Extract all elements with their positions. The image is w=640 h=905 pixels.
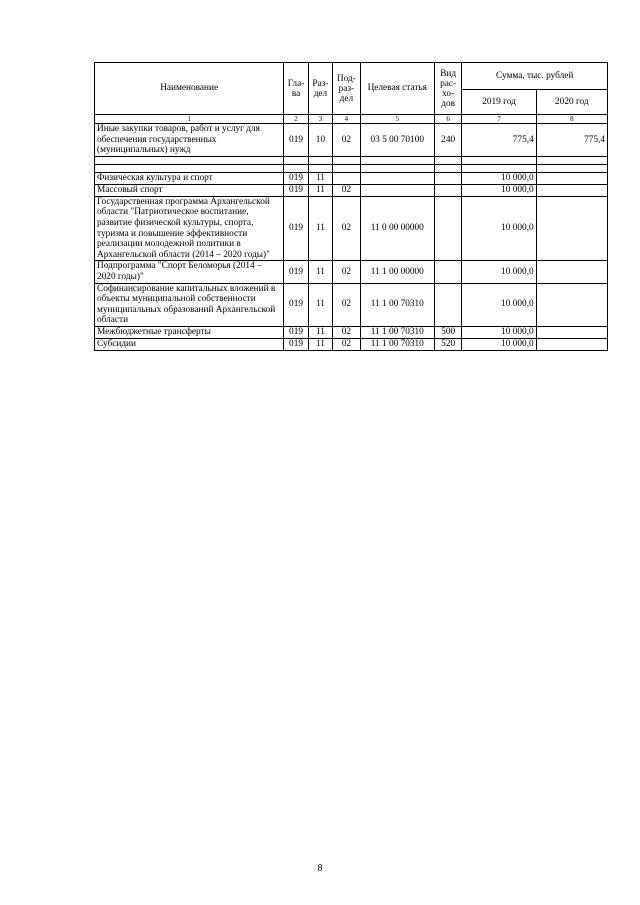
- table-row: [95, 172, 608, 184]
- row-vid: 520: [434, 338, 461, 350]
- budget-table: [94, 62, 608, 351]
- row-name: Подпрограмма "Спорт Беломорья (2014 – 2020 годы)": [95, 261, 284, 283]
- row-2019: 10 000,0: [462, 283, 536, 326]
- row-razdel: 11: [308, 184, 332, 196]
- index-cell: 4: [333, 115, 360, 124]
- row-vid: [434, 172, 461, 184]
- row-vid: [434, 261, 461, 283]
- row-podrazdel: 02: [333, 283, 360, 326]
- page-number: 8: [317, 863, 323, 874]
- row-2019: 10 000,0: [462, 338, 536, 350]
- row-razdel: 11: [308, 283, 332, 326]
- table-row: [95, 196, 608, 261]
- row-razdel: 11: [308, 326, 332, 338]
- row-vid: [434, 184, 461, 196]
- table-row: [95, 261, 608, 283]
- row-2020: [536, 172, 607, 184]
- row-name: Софинансирование капитальных вложений в объекты муниципальной собственности муниципальных образований Архангельской области: [95, 283, 284, 326]
- table-row: [95, 283, 608, 326]
- row-2020: [536, 261, 607, 283]
- row-2020: [536, 184, 607, 196]
- row-podrazdel: [333, 172, 360, 184]
- row-glava: 019: [284, 184, 308, 196]
- header-target: Целевая статья: [360, 63, 434, 115]
- index-row: [95, 115, 608, 124]
- row-podrazdel: 02: [333, 326, 360, 338]
- row-target: [360, 172, 434, 184]
- row-glava: 019: [284, 172, 308, 184]
- row-name: Иные закупки товаров, работ и услуг для обеспечения государственных (муниципальных) нужд: [95, 124, 284, 157]
- table-row: [95, 338, 608, 350]
- table-header: [95, 63, 608, 115]
- row-name: Межбюджетные трансферты: [95, 326, 284, 338]
- row-podrazdel: 02: [333, 196, 360, 261]
- table-row: [95, 326, 608, 338]
- row-2020: [536, 283, 607, 326]
- row-name: Массовый спорт: [95, 184, 284, 196]
- row-target: 03 5 00 70100: [360, 124, 434, 157]
- table-row: [95, 184, 608, 196]
- row-podrazdel: 02: [333, 338, 360, 350]
- row-name: Государственная программа Архангельской области "Патриотическое воспитание, развитие физической культуры, спорта, туризма и повышение эффективности реализации молодежной политики в Архангельской области (2014 – 2020 годы)": [95, 196, 284, 261]
- row-razdel: 11: [308, 261, 332, 283]
- header-2020: 2020 год: [536, 90, 607, 115]
- header-2019: 2019 год: [462, 90, 536, 115]
- header-sum: Сумма, тыс. рублей: [462, 63, 608, 90]
- row-glava: 019: [284, 124, 308, 157]
- row-glava: 019: [284, 261, 308, 283]
- row-name: Физическая культура и спорт: [95, 172, 284, 184]
- row-vid: 240: [434, 124, 461, 157]
- row-podrazdel: 02: [333, 124, 360, 157]
- row-podrazdel: 02: [333, 184, 360, 196]
- header-name: Наименование: [95, 63, 284, 115]
- row-target: 11 1 00 70310: [360, 338, 434, 350]
- row-glava: 019: [284, 338, 308, 350]
- row-2020: [536, 196, 607, 261]
- row-target: [360, 184, 434, 196]
- row-razdel: 11: [308, 338, 332, 350]
- row-target: 11 1 00 70310: [360, 326, 434, 338]
- row-2020: [536, 338, 607, 350]
- spacer-row: [95, 164, 608, 172]
- row-vid: [434, 283, 461, 326]
- row-glava: 019: [284, 283, 308, 326]
- header-vid: Вид рас-хо-дов: [434, 63, 461, 115]
- row-razdel: 10: [308, 124, 332, 157]
- index-cell: 1: [95, 115, 284, 124]
- row-target: 11 1 00 70310: [360, 283, 434, 326]
- row-podrazdel: 02: [333, 261, 360, 283]
- index-cell: 8: [536, 115, 607, 124]
- row-2019: 10 000,0: [462, 196, 536, 261]
- row-2019: 10 000,0: [462, 172, 536, 184]
- row-2019: 10 000,0: [462, 261, 536, 283]
- header-glava: Гла-ва: [284, 63, 308, 115]
- table-row: [95, 124, 608, 157]
- row-name: Субсидии: [95, 338, 284, 350]
- row-2020: [536, 326, 607, 338]
- row-vid: [434, 196, 461, 261]
- row-target: 11 0 00 00000: [360, 196, 434, 261]
- header-razdel: Раз-дел: [308, 63, 332, 115]
- index-cell: 2: [284, 115, 308, 124]
- row-2020: 775,4: [536, 124, 607, 157]
- row-glava: 019: [284, 196, 308, 261]
- row-razdel: 11: [308, 196, 332, 261]
- row-razdel: 11: [308, 172, 332, 184]
- table-body: [95, 115, 608, 351]
- row-2019: 10 000,0: [462, 184, 536, 196]
- row-2019: 775,4: [462, 124, 536, 157]
- row-target: 11 1 00 00000: [360, 261, 434, 283]
- row-vid: 500: [434, 326, 461, 338]
- spacer-row: [95, 156, 608, 164]
- row-glava: 019: [284, 326, 308, 338]
- index-cell: 3: [308, 115, 332, 124]
- index-cell: 6: [434, 115, 461, 124]
- header-podrazdel: Под-раз-дел: [333, 63, 360, 115]
- row-2019: 10 000,0: [462, 326, 536, 338]
- index-cell: 7: [462, 115, 536, 124]
- index-cell: 5: [360, 115, 434, 124]
